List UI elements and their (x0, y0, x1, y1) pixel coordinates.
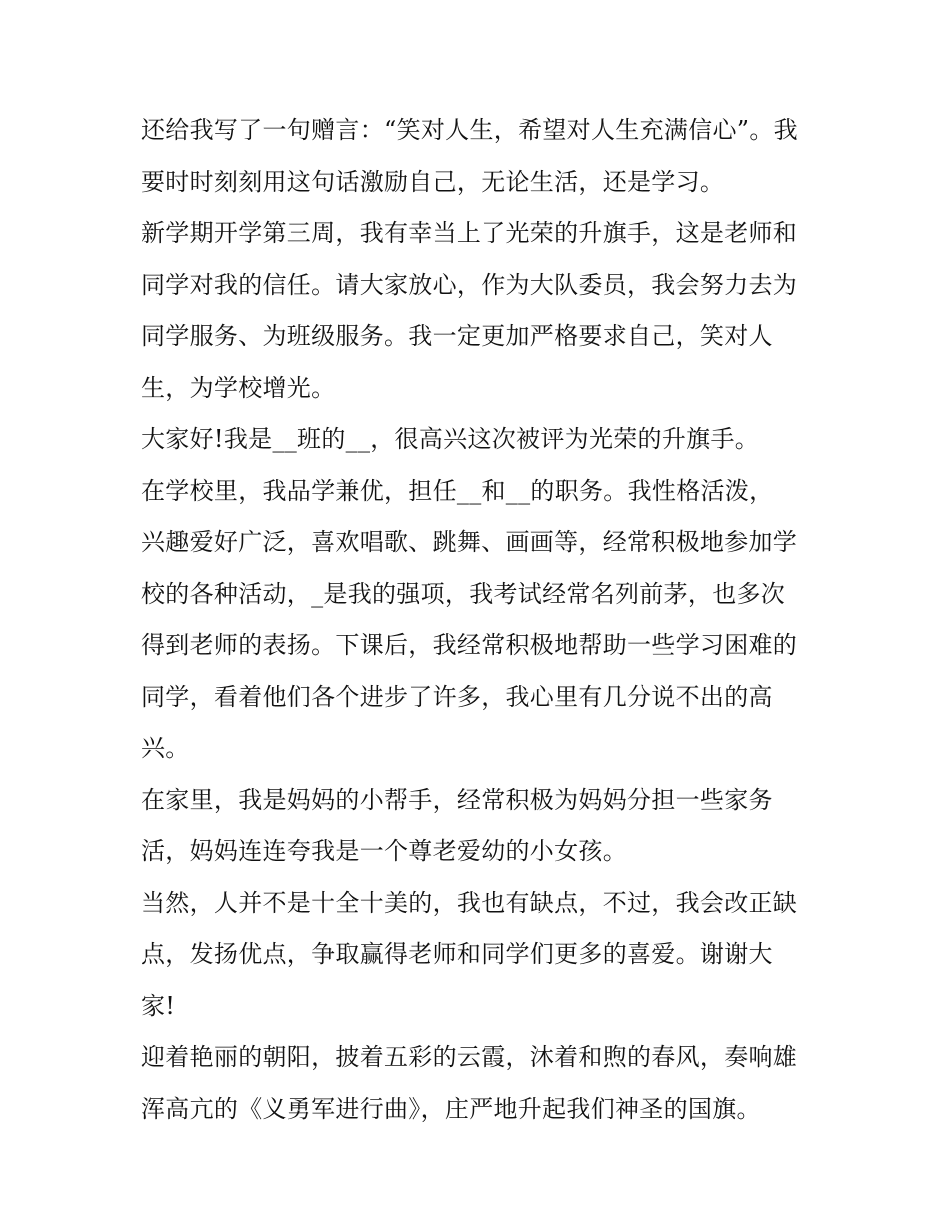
document-body (141, 105, 821, 1135)
text-line: 还给我写了一句赠言：“笑对人生，希望对人生充满信心”。我 (141, 116, 798, 144)
text-line: 当然，人并不是十全十美的，我也有缺点，不过，我会改正缺 (141, 888, 798, 917)
text-line: 同学对我的信任。请大家放心，作为大队委员，我会努力去为 (141, 270, 798, 299)
text-line: 生，为学校增光。 (141, 373, 336, 402)
text-line: 大家好!我是__班的__，很高兴这次被评为光荣的升旗手。 (141, 425, 760, 453)
text-line: 同学服务、为班级服务。我一定更加严格要求自己，笑对人 (141, 322, 773, 350)
text-line: 新学期开学第三周，我有幸当上了光荣的升旗手，这是老师和 (141, 219, 798, 247)
text-line: 要时时刻刻用这句话激励自己，无论生活，还是学习。 (141, 167, 725, 196)
text-line: 校的各种活动，_是我的强项，我考试经常名列前茅，也多次 (141, 579, 786, 608)
text-line: 同学，看着他们各个进步了许多，我心里有几分说不出的高 (141, 682, 773, 711)
text-line: 点，发扬优点，争取赢得老师和同学们更多的喜爱。谢谢大 (141, 940, 773, 968)
text-line: 兴。 (141, 734, 190, 762)
text-line: 家! (141, 991, 176, 1020)
text-line: 活，妈妈连连夸我是一个尊老爱幼的小女孩。 (141, 837, 627, 865)
text-line: 兴趣爱好广泛，喜欢唱歌、跳舞、画画等，经常积极地参加学 (141, 528, 798, 556)
text-line: 得到老师的表扬。下课后，我经常积极地帮助一些学习困难的 (141, 631, 798, 659)
text-line: 在学校里，我品学兼优，担任__和__的职务。我性格活泼， (141, 476, 774, 505)
text-line: 在家里，我是妈妈的小帮手，经常积极为妈妈分担一些家务 (141, 785, 773, 814)
text-line: 迎着艳丽的朝阳，披着五彩的云霞，沐着和煦的春风，奏响雄 (141, 1043, 798, 1071)
text-line: 浑高亢的《义勇军进行曲》，庄严地升起我们神圣的国旗。 (141, 1094, 761, 1123)
